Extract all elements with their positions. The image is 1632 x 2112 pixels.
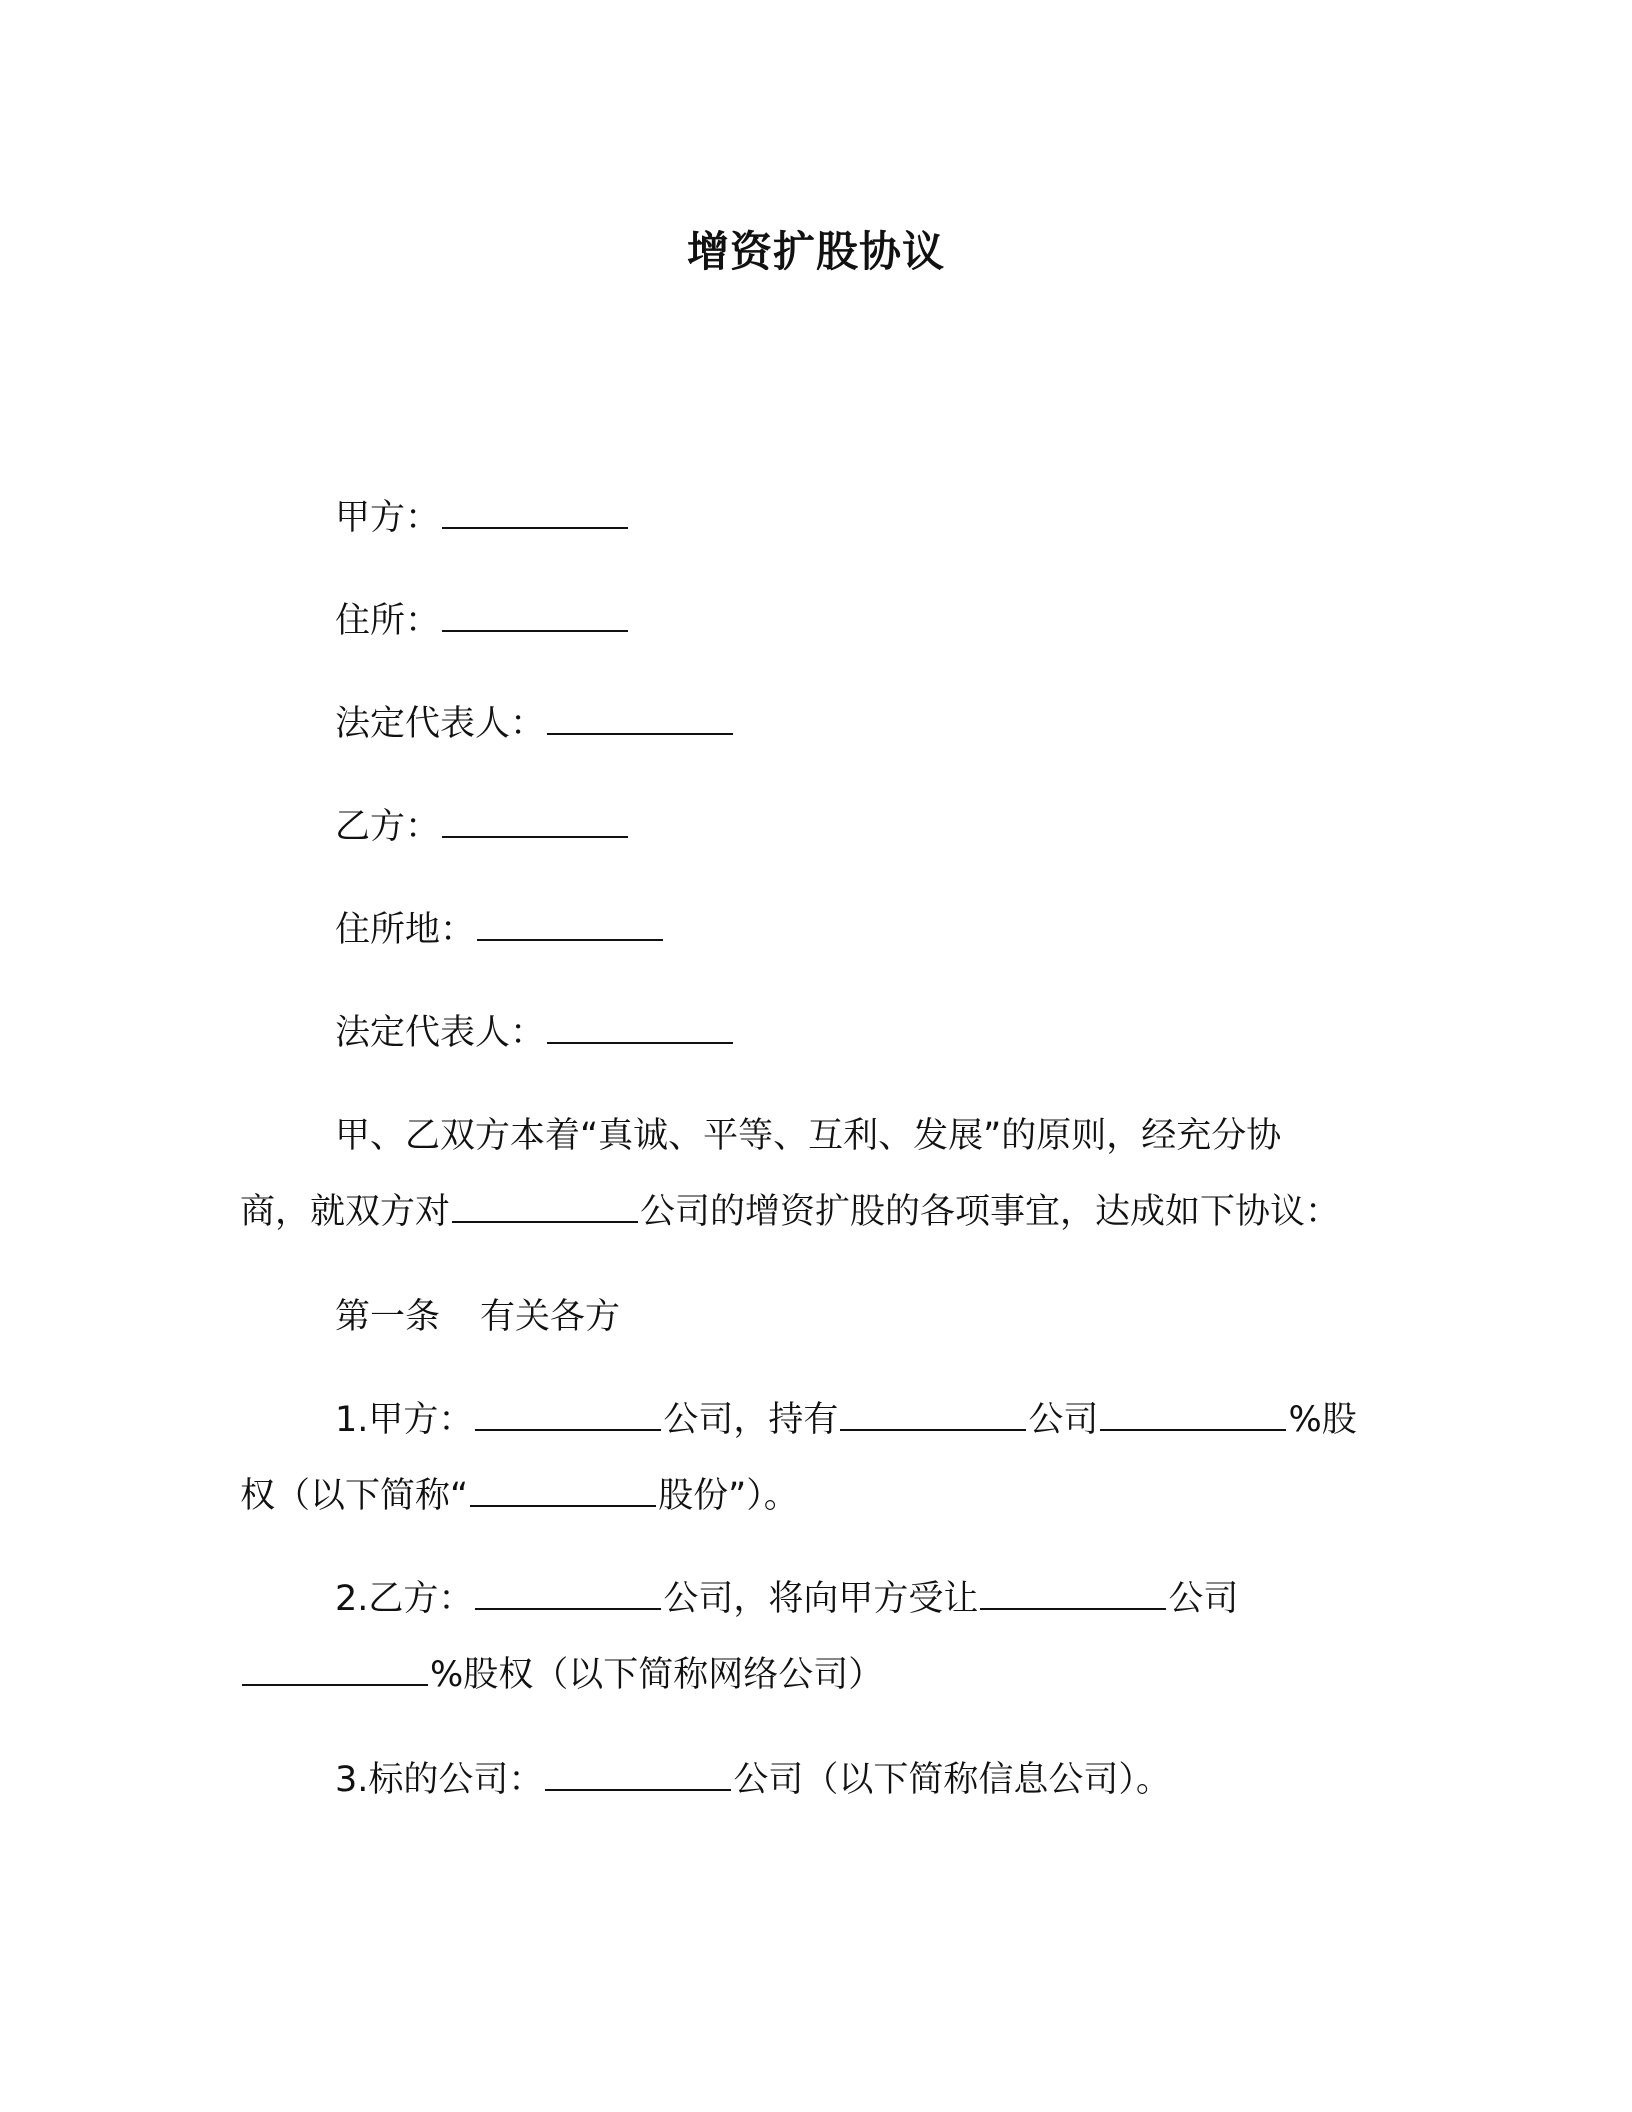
party-b-label: 乙方： — [335, 807, 441, 847]
article-1-number: 第一条 — [335, 1297, 441, 1337]
clause-1-text-c: 公司 — [1028, 1400, 1099, 1440]
clause-1-text-d: %股 — [1288, 1400, 1357, 1440]
party-b-address-line — [335, 905, 665, 955]
clause-2-text-c: 公司 — [1168, 1579, 1239, 1619]
preamble-line2-before: 商，就双方对 — [240, 1192, 451, 1232]
clause-3-blank — [545, 1759, 731, 1791]
party-b-address-blank — [477, 909, 663, 941]
clause-2-line-2 — [240, 1650, 883, 1700]
preamble-line-2 — [240, 1187, 1340, 1237]
clause-1-text-b: 公司，持有 — [663, 1400, 839, 1440]
party-a-rep-blank — [547, 703, 733, 735]
clause-3-text-b: 公司（以下简称信息公司）。 — [733, 1760, 1171, 1800]
clause-2-line-1 — [335, 1574, 1238, 1624]
clause-2-blank-1 — [475, 1578, 661, 1610]
party-b-blank — [442, 806, 628, 838]
party-a-rep-line — [335, 699, 735, 749]
clause-1-party-label: 1.甲方： — [335, 1400, 474, 1440]
clause-1-blank-4 — [470, 1475, 656, 1507]
preamble-company-blank — [452, 1191, 638, 1223]
clause-1-blank-1 — [475, 1399, 661, 1431]
document-title: 增资扩股协议 — [686, 227, 945, 276]
party-a-label: 甲方： — [335, 498, 441, 538]
clause-2-party-label: 2.乙方： — [335, 1579, 474, 1619]
clause-1-line-2 — [240, 1471, 799, 1521]
clause-1-blank-3 — [1100, 1399, 1286, 1431]
clause-2-blank-2 — [980, 1578, 1166, 1610]
party-b-line — [335, 802, 630, 852]
party-a-address-blank — [442, 600, 628, 632]
clause-3-label: 3.标的公司： — [335, 1760, 544, 1800]
preamble-line-1: 甲、乙双方本着“真诚、平等、互利、发展”的原则，经充分协 — [335, 1116, 1282, 1156]
article-1-title: 有关各方 — [480, 1297, 621, 1337]
party-a-blank — [442, 497, 628, 529]
party-a-rep-label: 法定代表人： — [335, 704, 546, 744]
party-b-rep-label: 法定代表人： — [335, 1013, 546, 1053]
party-b-rep-blank — [547, 1012, 733, 1044]
clause-3-line — [335, 1755, 1171, 1805]
party-a-address-label: 住所： — [335, 601, 441, 641]
clause-1-text-f: 股份”）。 — [658, 1476, 799, 1516]
preamble-line2-after: 公司的增资扩股的各项事宜，达成如下协议： — [640, 1192, 1341, 1232]
clause-1-blank-2 — [840, 1399, 1026, 1431]
party-a-line — [335, 493, 630, 543]
clause-2-text-b: 公司，将向甲方受让 — [663, 1579, 979, 1619]
clause-1-text-e: 权（以下简称“ — [240, 1476, 469, 1516]
clause-1-line-1 — [335, 1395, 1357, 1445]
party-b-address-label: 住所地： — [335, 910, 476, 950]
party-a-address-line — [335, 596, 630, 646]
party-b-rep-line — [335, 1008, 735, 1058]
clause-2-text-d: %股权（以下简称网络公司） — [430, 1655, 884, 1695]
clause-2-blank-3 — [242, 1654, 428, 1686]
article-1-heading — [335, 1292, 620, 1342]
